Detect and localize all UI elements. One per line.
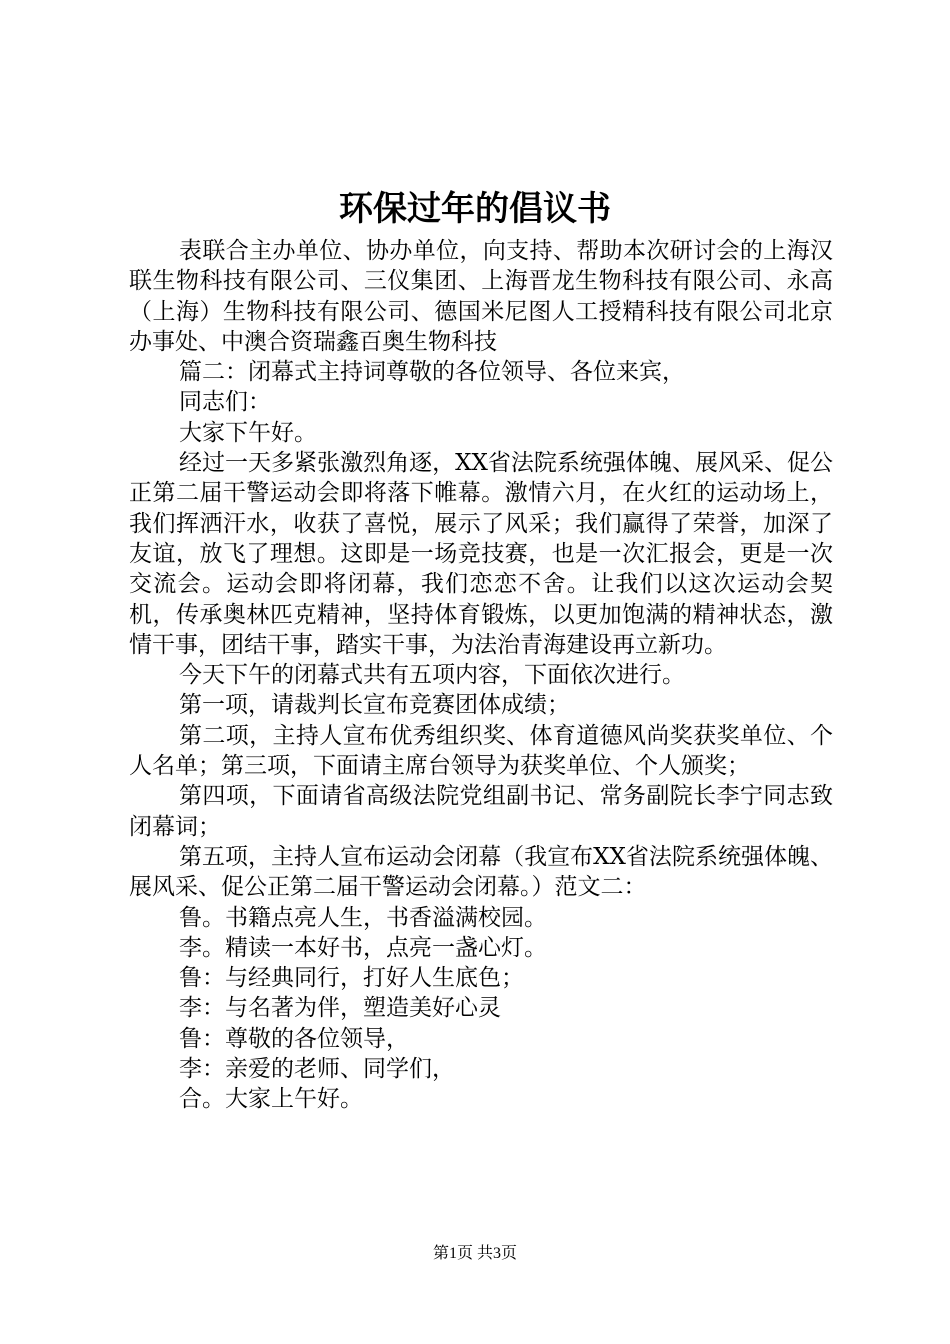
paragraph: 鲁：尊敬的各位领导， [179, 1025, 409, 1052]
paragraph: 篇二：闭幕式主持词尊敬的各位领导、各位来宾， [179, 359, 685, 386]
paragraph: 第一项，请裁判长宣布竞赛团体成绩； [179, 692, 570, 719]
paragraph: 鲁：与经典同行，打好人生底色； [179, 965, 524, 992]
paragraph: 表联合主办单位、协办单位，向支持、帮助本次研讨会的上海汉联生物科技有限公司、三仪集团、上海晋龙生物科技有限公司、永高（上海）生物科技有限公司、德国米尼图人工授精科技有限公司北京办事处、中澳合资瑞鑫百奥生物科技 [129, 238, 833, 355]
document-body [129, 236, 833, 1115]
page-footer [0, 1243, 950, 1265]
paragraph: 第五项，主持人宣布运动会闭幕（我宣布XX省法院系统强体魄、展风采、促公正第二届干警运动会闭幕。）范文二： [129, 843, 833, 901]
paragraph: 同志们： [179, 389, 271, 416]
paragraph: 大家下午好。 [179, 419, 317, 446]
paragraph: 鲁。书籍点亮人生，书香溢满校园。 [179, 904, 547, 931]
paragraph: 李。精读一本好书，点亮一盏心灯。 [179, 934, 547, 961]
paragraph: 合。大家上午好。 [179, 1086, 363, 1113]
paragraph: 第四项，下面请省高级法院党组副书记、常务副院长李宁同志致闭幕词； [129, 783, 833, 840]
paragraph: 第二项，主持人宣布优秀组织奖、体育道德风尚奖获奖单位、个人名单；第三项，下面请主席台领导为获奖单位、个人颁奖； [129, 722, 833, 780]
paragraph: 李：与名著为伴，塑造美好心灵 [179, 995, 501, 1022]
paragraph: 经过一天多紧张激烈角逐，XX省法院系统强体魄、展风采、促公正第二届干警运动会即将落下帷幕。激情六月，在火红的运动场上，我们挥洒汗水，收获了喜悦，展示了风采；我们赢得了荣誉，加深了友谊，放飞了理想。这即是一场竞技赛，也是一次汇报会，更是一次交流会。运动会即将闭幕，我们恋恋不舍。让我们以这次运动会契机，传承奥林匹克精神，坚持体育锻炼，以更加饱满的精神状态，激情干事，团结干事，踏实干事，为法治青海建设再立新功。 [129, 450, 833, 658]
page-number: 第1页 共3页 [432, 1245, 517, 1262]
document-title: 环保过年的倡议书 [339, 189, 611, 229]
paragraph: 李：亲爱的老师、同学们， [179, 1056, 455, 1083]
paragraph: 今天下午的闭幕式共有五项内容，下面依次进行。 [179, 662, 685, 689]
